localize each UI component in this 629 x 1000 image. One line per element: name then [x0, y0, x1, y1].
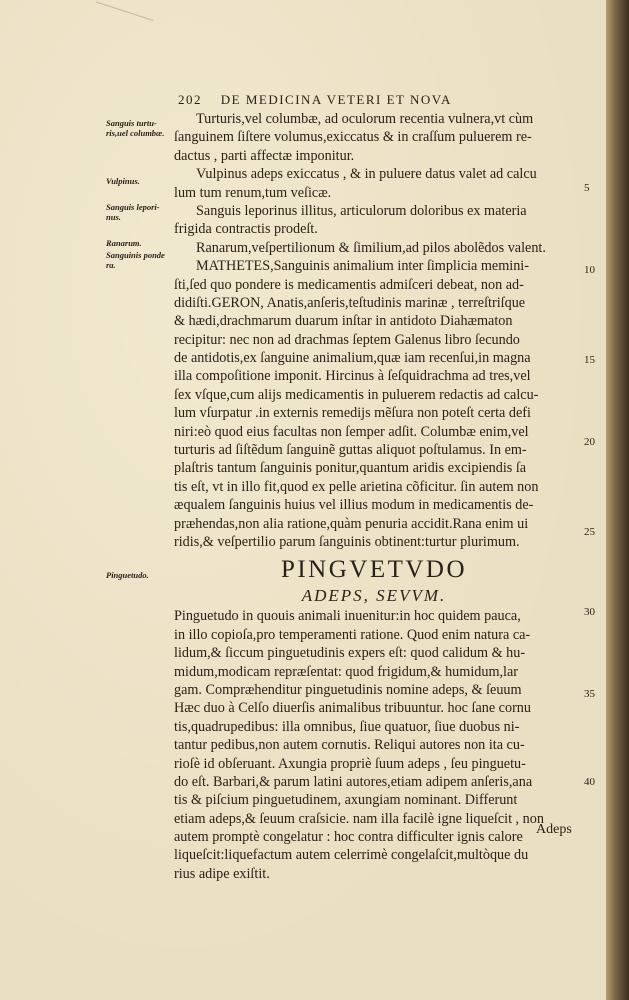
text-line: rioſè id obſeruant. Axungia propriè ſuum adeps , ſeu pinguetu- [174, 755, 526, 772]
text-line: midum,modicam repræſentat: quod frigidum,& humidum,lar [174, 663, 518, 680]
text-line: æqualem ſanguinis huius vel illius modum in medicamentis de- [174, 497, 534, 514]
running-title: DE MEDICINA VETERI ET NOVA [220, 92, 452, 107]
text-line: MATHETES,Sanguinis animalium inter ſimplicia memini- [196, 258, 529, 275]
line-number: 40 [584, 776, 595, 788]
text-line: niri:eò quod eius facultas non ſemper adſit. Columbæ enim,vel [174, 423, 529, 440]
main-text [174, 110, 574, 883]
page-smudge [87, 1, 154, 49]
book-gutter-shadow [606, 0, 629, 1000]
running-header [178, 92, 618, 108]
text-line: Hæc duo à Celſo diuerſis animalibus tribuuntur. hoc ſane cornu [174, 700, 531, 717]
text-line: Pinguetudo in quouis animali inuenitur:in hoc quidem pauca, [174, 608, 521, 625]
text-line: tis,quadrupedibus: illa omnibus, ſiue quatuor, ſiue duobus ni- [174, 718, 520, 735]
text-line: in illo copioſa,pro temperamenti ratione. Quod enim natura ca- [174, 626, 531, 643]
line-number: 5 [584, 182, 590, 194]
line-number: 20 [584, 436, 595, 448]
section-subheading: ADEPS, SEVVM. [301, 586, 447, 606]
section-heading: PINGVETVDO [280, 556, 468, 584]
text-line: didiſti.GERON, Anatis,anſeris,teſtudinis marinæ , terreſtriſque [174, 294, 526, 311]
text-line: Ranarum,veſpertilionum & ſimilium,ad pilos abolẽdos valent. [196, 239, 546, 256]
text-line: illa compoſitione imponit. Hircinus à ſeſquidrachma ad tres,vel [174, 368, 531, 385]
margin-note-leporinus: Sanguis lepori-nus. [106, 202, 160, 222]
text-line: ſex vſque,cum alijs medicamentis in puluerem redactis ad calcu- [174, 386, 539, 403]
margin-note-ranarum: Ranarum. [106, 238, 142, 248]
text-line: lum tum renum,tum veſicæ. [174, 184, 332, 201]
line-number: 10 [584, 264, 595, 276]
line-number: 15 [584, 354, 595, 366]
margin-note-pondera: Sanguinis ponde ra. [106, 250, 165, 270]
text-line: dactus , parti affectæ imponitur. [174, 147, 355, 164]
line-number: 25 [584, 526, 595, 538]
text-line: ſti,ſed quo pondere is medicamentis admiſceri debeat, non ad- [174, 276, 524, 293]
text-line: ridis,& veſpertilio parum ſanguinis obtinent:turtur plurimum. [174, 533, 520, 550]
margin-note-pinguetudo: Pinguetudo. [106, 570, 149, 580]
text-line: do eſt. Barbari,& parum latini autores,etiam adipem anſeris,ana [174, 773, 533, 790]
line-number: 35 [584, 688, 595, 700]
text-line: Sanguis leporinus illitus, articulorum doloribus ex materia [196, 202, 527, 219]
text-line: recipitur: nec non ad drachmas ſeptem Galenus libro ſecundo [174, 331, 520, 348]
text-line: de antidotis,ex ſanguine animalium,quæ iam recenſui,in magna [174, 350, 531, 367]
text-line: etiam adeps,& ſeuum craſsicie. nam illa facilè igne liqueſcit , non [174, 810, 544, 827]
text-line: tis & piſcium pinguetudinem, axungiam nominant. Differunt [174, 792, 518, 809]
line-number: 30 [584, 606, 595, 618]
text-line: Turturis,vel columbæ, ad oculorum recentia vulnera,vt cùm [196, 111, 534, 127]
page-number: 202 [178, 92, 202, 107]
text-line: Vulpinus adeps exiccatus , & in puluere datus valet ad calcu [196, 166, 537, 183]
margin-note-turtur: Sanguis turtu-ris,uel columbæ. [106, 118, 165, 138]
text-line: turturis ad ſiſtẽdum ſanguinẽ guttas aliquot poſtulamus. In em- [174, 442, 527, 459]
text-line: gam. Compræhenditur pinguetudinis nomine adeps, & ſeuum [174, 681, 522, 698]
text-line: ſanguinem ſiſtere volumus,exiccatus & in craſſum puluerem re- [174, 129, 532, 146]
text-line: tantur pedibus,non autem cornutis. Reliqui autores non ita cu- [174, 737, 525, 754]
text-line: tis eſt, vt in illo fit,quod ex pelle arietina cõficitur. ſin autem non [174, 478, 539, 495]
text-line: rius adipe exiſtit. [174, 865, 270, 882]
catchword: Adeps [536, 822, 572, 837]
text-line: liqueſcit:liquefactum autem celerrimè congelaſcit,multòque du [174, 847, 529, 864]
text-line: autem promptè congelatur : hoc contra difficulter ignis calore [174, 829, 523, 846]
text-line: plaſtris tantum ſanguinis ponitur,quantum aridis excipiendis ſa [174, 460, 527, 477]
text-line: & hædi,drachmarum duarum inſtar in antidoto Diahæmaton [174, 313, 513, 330]
text-line: lum vſurpatur .in externis remedijs mẽſura non poteſt certa defi [174, 405, 531, 422]
text-line: lidum,& ſiccum pinguetudinis expers eſt: quod calidum & hu- [174, 645, 526, 662]
text-line: frigida contractis prodeſt. [174, 221, 318, 238]
margin-note-vulpinus: Vulpinus. [106, 176, 140, 186]
text-line: præhendas,non alia ratione,quàm penuria accidit.Rana enim ui [174, 515, 529, 532]
